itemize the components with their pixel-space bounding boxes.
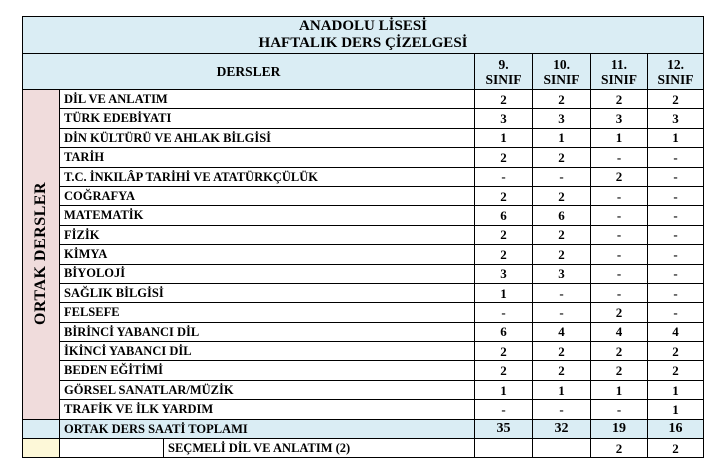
subject-name: SAĞLIK BİLGİSİ: [60, 283, 475, 302]
hours-cell: -: [648, 245, 704, 264]
total-hours-cell: 16: [648, 419, 704, 438]
hours-cell: 4: [648, 322, 704, 341]
grade-12-header: 12. SINIF: [648, 54, 704, 90]
weekly-schedule-table: [22, 16, 704, 458]
hours-cell: [475, 439, 533, 458]
subject-name: TARİH: [60, 148, 475, 167]
hours-cell: 1: [475, 283, 533, 302]
subject-name: BİRİNCİ YABANCI DİL: [60, 322, 475, 341]
partial-elective-row: [23, 439, 704, 458]
subject-name: FİZİK: [60, 225, 475, 244]
hours-cell: -: [591, 148, 648, 167]
hours-cell: 2: [533, 225, 591, 244]
hours-cell: 3: [475, 264, 533, 283]
table-row: [23, 264, 704, 283]
table-row: [23, 303, 704, 322]
hours-cell: 2: [533, 90, 591, 109]
hours-cell: -: [648, 283, 704, 302]
hours-cell: -: [591, 264, 648, 283]
hours-cell: 2: [533, 342, 591, 361]
hours-cell: 2: [648, 90, 704, 109]
hours-cell: 4: [591, 322, 648, 341]
table-row: [23, 109, 704, 128]
hours-cell: 2: [591, 361, 648, 380]
hours-cell: -: [591, 186, 648, 205]
hours-cell: 1: [475, 380, 533, 399]
page-title: [23, 17, 704, 54]
table-row: [23, 225, 704, 244]
hours-cell: -: [533, 303, 591, 322]
subject-name: DİL VE ANLATIM: [60, 90, 475, 109]
table-row: [23, 361, 704, 380]
hours-cell: 1: [533, 128, 591, 147]
total-hours-cell: 35: [475, 419, 533, 438]
hours-cell: 2: [591, 90, 648, 109]
hours-cell: 2: [648, 439, 704, 458]
table-row: [23, 128, 704, 147]
hours-cell: -: [475, 400, 533, 419]
hours-cell: 2: [475, 186, 533, 205]
table-row: [23, 322, 704, 341]
elective-group-cell: [60, 439, 164, 458]
table-row: [23, 400, 704, 419]
hours-cell: 2: [591, 439, 648, 458]
subject-name: SEÇMELİ DİL VE ANLATIM (2): [164, 439, 475, 458]
hours-cell: -: [591, 225, 648, 244]
title-line-1: ANADOLU LİSESİ: [299, 18, 428, 34]
subject-name: FELSEFE: [60, 303, 475, 322]
table-row: [23, 186, 704, 205]
grade-11-header: 11. SINIF: [591, 54, 648, 90]
hours-cell: 6: [533, 206, 591, 225]
hours-cell: 3: [533, 264, 591, 283]
subjects-header: DERSLER: [23, 54, 475, 90]
hours-cell: -: [648, 186, 704, 205]
grade-9-header: 9. SINIF: [475, 54, 533, 90]
hours-cell: -: [648, 225, 704, 244]
hours-cell: 2: [591, 342, 648, 361]
hours-cell: -: [648, 264, 704, 283]
hours-cell: 3: [591, 109, 648, 128]
subject-name: İKİNCİ YABANCI DİL: [60, 342, 475, 361]
table-row: [23, 148, 704, 167]
hours-cell: 3: [475, 109, 533, 128]
hours-cell: 1: [648, 380, 704, 399]
hours-cell: 4: [533, 322, 591, 341]
subject-name: BEDEN EĞİTİMİ: [60, 361, 475, 380]
subject-name: GÖRSEL SANATLAR/MÜZİK: [60, 380, 475, 399]
hours-cell: 2: [475, 361, 533, 380]
hours-cell: -: [591, 400, 648, 419]
hours-cell: 3: [533, 109, 591, 128]
hours-cell: 1: [591, 380, 648, 399]
total-hours-cell: 19: [591, 419, 648, 438]
hours-cell: 2: [591, 303, 648, 322]
hours-cell: 1: [648, 400, 704, 419]
title-row: [23, 17, 704, 54]
hours-cell: 1: [648, 128, 704, 147]
hours-cell: 2: [475, 90, 533, 109]
hours-cell: 2: [475, 342, 533, 361]
total-row: [23, 419, 704, 438]
subject-name: BİYOLOJİ: [60, 264, 475, 283]
total-hours-cell: 32: [533, 419, 591, 438]
grade-10-header: 10. SINIF: [533, 54, 591, 90]
hours-cell: -: [591, 206, 648, 225]
title-line-2: HAFTALIK DERS ÇİZELGESİ: [258, 35, 468, 51]
table-row: [23, 167, 704, 186]
subject-name: COĞRAFYA: [60, 186, 475, 205]
hours-cell: 3: [648, 109, 704, 128]
hours-cell: 1: [475, 128, 533, 147]
hours-cell: 2: [533, 148, 591, 167]
hours-cell: 2: [533, 245, 591, 264]
total-spacer: [23, 419, 60, 438]
hours-cell: -: [533, 400, 591, 419]
hours-cell: -: [533, 283, 591, 302]
subject-name: MATEMATİK: [60, 206, 475, 225]
hours-cell: 2: [475, 225, 533, 244]
table-row: [23, 380, 704, 399]
hours-cell: 2: [591, 167, 648, 186]
hours-cell: -: [475, 303, 533, 322]
hours-cell: [533, 439, 591, 458]
hours-cell: 2: [475, 245, 533, 264]
table-row: [23, 206, 704, 225]
hours-cell: 2: [648, 342, 704, 361]
hours-cell: -: [475, 167, 533, 186]
table-row: [23, 245, 704, 264]
table-row: [23, 342, 704, 361]
hours-cell: 2: [533, 361, 591, 380]
hours-cell: -: [533, 167, 591, 186]
hours-cell: -: [648, 303, 704, 322]
hours-cell: 2: [533, 186, 591, 205]
subject-name: DİN KÜLTÜRÜ VE AHLAK BİLGİSİ: [60, 128, 475, 147]
subject-name: TÜRK EDEBİYATI: [60, 109, 475, 128]
hours-cell: 1: [591, 128, 648, 147]
hours-cell: 6: [475, 206, 533, 225]
elective-category-cell: [23, 439, 60, 458]
hours-cell: -: [648, 148, 704, 167]
category-label: ORTAK DERSLER: [32, 181, 49, 325]
hours-cell: -: [591, 283, 648, 302]
table-row: [23, 283, 704, 302]
hours-cell: 2: [648, 361, 704, 380]
hours-cell: 2: [475, 148, 533, 167]
hours-cell: 6: [475, 322, 533, 341]
subject-name: TRAFİK VE İLK YARDIM: [60, 400, 475, 419]
column-header-row: [23, 54, 704, 90]
hours-cell: 1: [533, 380, 591, 399]
hours-cell: -: [591, 245, 648, 264]
subject-name: KİMYA: [60, 245, 475, 264]
hours-cell: -: [648, 206, 704, 225]
category-cell: [23, 90, 60, 420]
hours-cell: -: [648, 167, 704, 186]
subject-name: T.C. İNKILÂP TARİHİ VE ATATÜRKÇÜLÜK: [60, 167, 475, 186]
total-label: ORTAK DERS SAATİ TOPLAMI: [60, 419, 475, 438]
table-row: [23, 90, 704, 109]
